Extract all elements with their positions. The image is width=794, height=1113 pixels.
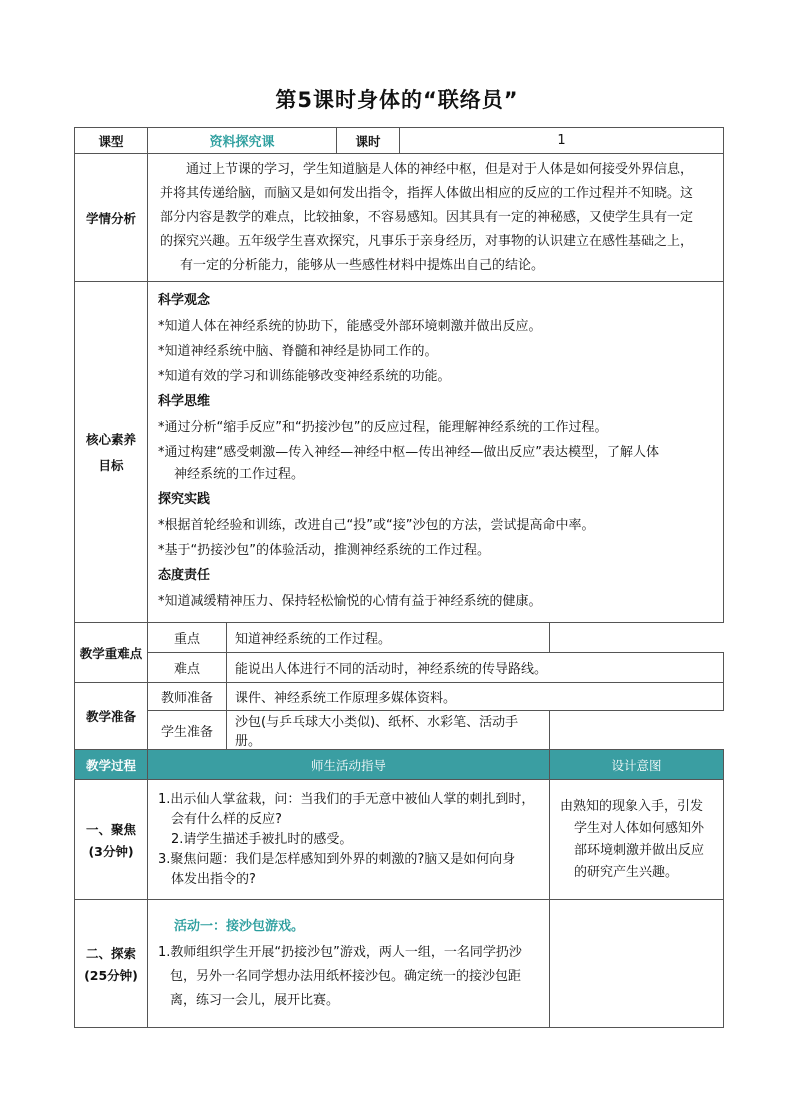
empty-cell: [550, 623, 724, 653]
key-point-value: 知道神经系统的工作过程。: [227, 623, 550, 653]
bullet-item: *知道有效的学习和训练能够改变神经系统的功能。: [158, 369, 451, 384]
step-name: 二、探索: [85, 945, 136, 961]
core-literacy-label-line: 核心素养: [85, 432, 136, 447]
process-header-stage: 教学过程: [75, 750, 148, 780]
process-header-intent: 设计意图: [550, 750, 724, 780]
activity-line: 会有什么样的反应?: [171, 811, 282, 827]
page-title: 第5课时身体的“联络员”: [275, 88, 519, 112]
activity-line: 体发出指令的?: [171, 871, 256, 887]
step-explore-activities: [148, 900, 550, 1028]
analysis-line: 通过上节课的学习，学生知道脑是人体的神经中枢，但是对于人体是如何接受外界信息，: [186, 161, 694, 177]
teacher-prep-row: [75, 683, 724, 711]
teaching-prep-label: 教学准备: [75, 683, 148, 750]
bullet-item: *知道人体在神经系统的协助下，能感受外部环境刺激并做出反应。: [158, 319, 542, 334]
difficult-point-row: [75, 653, 724, 683]
teacher-prep-label: 教师准备: [148, 683, 227, 711]
step-time: (25分钟): [84, 967, 138, 983]
lesson-type-row: [75, 128, 724, 154]
intent-line: 的研究产生兴趣。: [574, 864, 679, 880]
key-point-row: [75, 623, 724, 653]
bullet-item: *通过构建“感受刺激—传入神经—神经中枢—传出神经—做出反应”表达模型，了解人体: [158, 445, 659, 460]
empty-cell: [550, 711, 724, 750]
process-header-row: [75, 750, 724, 780]
analysis-line: 部分内容是教学的难点，比较抽象，不容易感知。因其具有一定的神秘感，又使学生具有一定: [160, 209, 694, 225]
difficult-point-label: 难点: [148, 653, 227, 683]
bullet-item-continuation: 神经系统的工作过程。: [174, 467, 305, 482]
step-focus-label: [75, 780, 148, 900]
student-analysis-label: 学情分析: [75, 154, 148, 282]
activity-line: 1.出示仙人掌盆栽，问：当我们的手无意中被仙人掌的刺扎到时，: [158, 791, 535, 807]
student-prep-row: [75, 711, 724, 750]
student-prep-value: 沙包(与乒乓球大小类似)、纸杯、水彩笔、活动手册。: [227, 711, 550, 750]
bullet-item: *知道减缓精神压力、保持轻松愉悦的心情有益于神经系统的健康。: [158, 594, 542, 609]
step-explore-label: [75, 900, 148, 1028]
student-prep-label: 学生准备: [148, 711, 227, 750]
step-explore-row: [75, 900, 724, 1028]
step-time: (3分钟): [88, 843, 134, 859]
process-header-activity: 师生活动指导: [148, 750, 550, 780]
step-explore-intent: [550, 900, 724, 1028]
lesson-plan-table: [74, 127, 724, 1028]
activity-line: 离，练习一会儿，展开比赛。: [170, 992, 340, 1008]
difficult-point-value: 能说出人体进行不同的活动时，神经系统的传导路线。: [227, 653, 724, 683]
section-heading: 科学思维: [158, 394, 211, 409]
key-difficult-label: 教学重难点: [75, 623, 148, 683]
core-literacy-content: [148, 282, 724, 623]
activity-line: 包，另外一名同学想办法用纸杯接沙包。确定统一的接沙包距: [170, 968, 522, 984]
period-label: 课时: [337, 128, 400, 154]
teacher-prep-value: 课件、神经系统工作原理多媒体资料。: [227, 683, 724, 711]
intent-line: 学生对人体如何感知外: [574, 820, 705, 836]
step-name: 一、聚焦: [85, 821, 136, 837]
intent-line: 部环境刺激并做出反应: [574, 842, 705, 858]
step-focus-row: [75, 780, 724, 900]
core-literacy-row: [75, 282, 724, 623]
activity-title: 活动一：接沙包游戏。: [174, 918, 305, 934]
bullet-item: *根据首轮经验和训练，改进自己“投”或“接”沙包的方法，尝试提高命中率。: [158, 518, 595, 533]
activity-line: 2.请学生描述手被扎时的感受。: [171, 831, 353, 847]
activity-line: 1.教师组织学生开展“扔接沙包”游戏，两人一组，一名同学扔沙: [158, 944, 522, 960]
student-analysis-text: [148, 154, 724, 282]
intent-line: 由熟知的现象入手，引发: [560, 798, 704, 814]
bullet-item: *知道神经系统中脑、脊髓和神经是协同工作的。: [158, 344, 438, 359]
bullet-item: *通过分析“缩手反应”和“扔接沙包”的反应过程，能理解神经系统的工作过程。: [158, 420, 608, 435]
section-heading: 科学观念: [158, 293, 211, 308]
section-heading: 态度责任: [158, 568, 211, 583]
period-value: 1: [400, 128, 724, 154]
step-focus-intent: [550, 780, 724, 900]
activity-line: 3.聚焦问题：我们是怎样感知到外界的刺激的?脑又是如何向身: [158, 851, 516, 867]
key-point-label: 重点: [148, 623, 227, 653]
analysis-line: 有一定的分析能力，能够从一些感性材料中提炼出自己的结论。: [180, 257, 545, 273]
student-analysis-row: [75, 154, 724, 282]
analysis-line: 并将其传递给脑，而脑又是如何发出指令，指挥人体做出相应的反应的工作过程并不知晓。这: [160, 185, 694, 201]
bullet-item: *基于“扔接沙包”的体验活动，推测神经系统的工作过程。: [158, 543, 490, 558]
step-focus-activities: [148, 780, 550, 900]
section-heading: 探究实践: [158, 492, 211, 507]
lesson-type-value: 资料探究课: [148, 128, 337, 154]
analysis-line: 的探究兴趣。五年级学生喜欢探究，凡事乐于亲身经历，对事物的认识建立在感性基础之上，: [160, 233, 694, 249]
core-literacy-label: [75, 282, 148, 623]
core-literacy-label-line: 目标: [98, 458, 124, 473]
lesson-type-label: 课型: [75, 128, 148, 154]
